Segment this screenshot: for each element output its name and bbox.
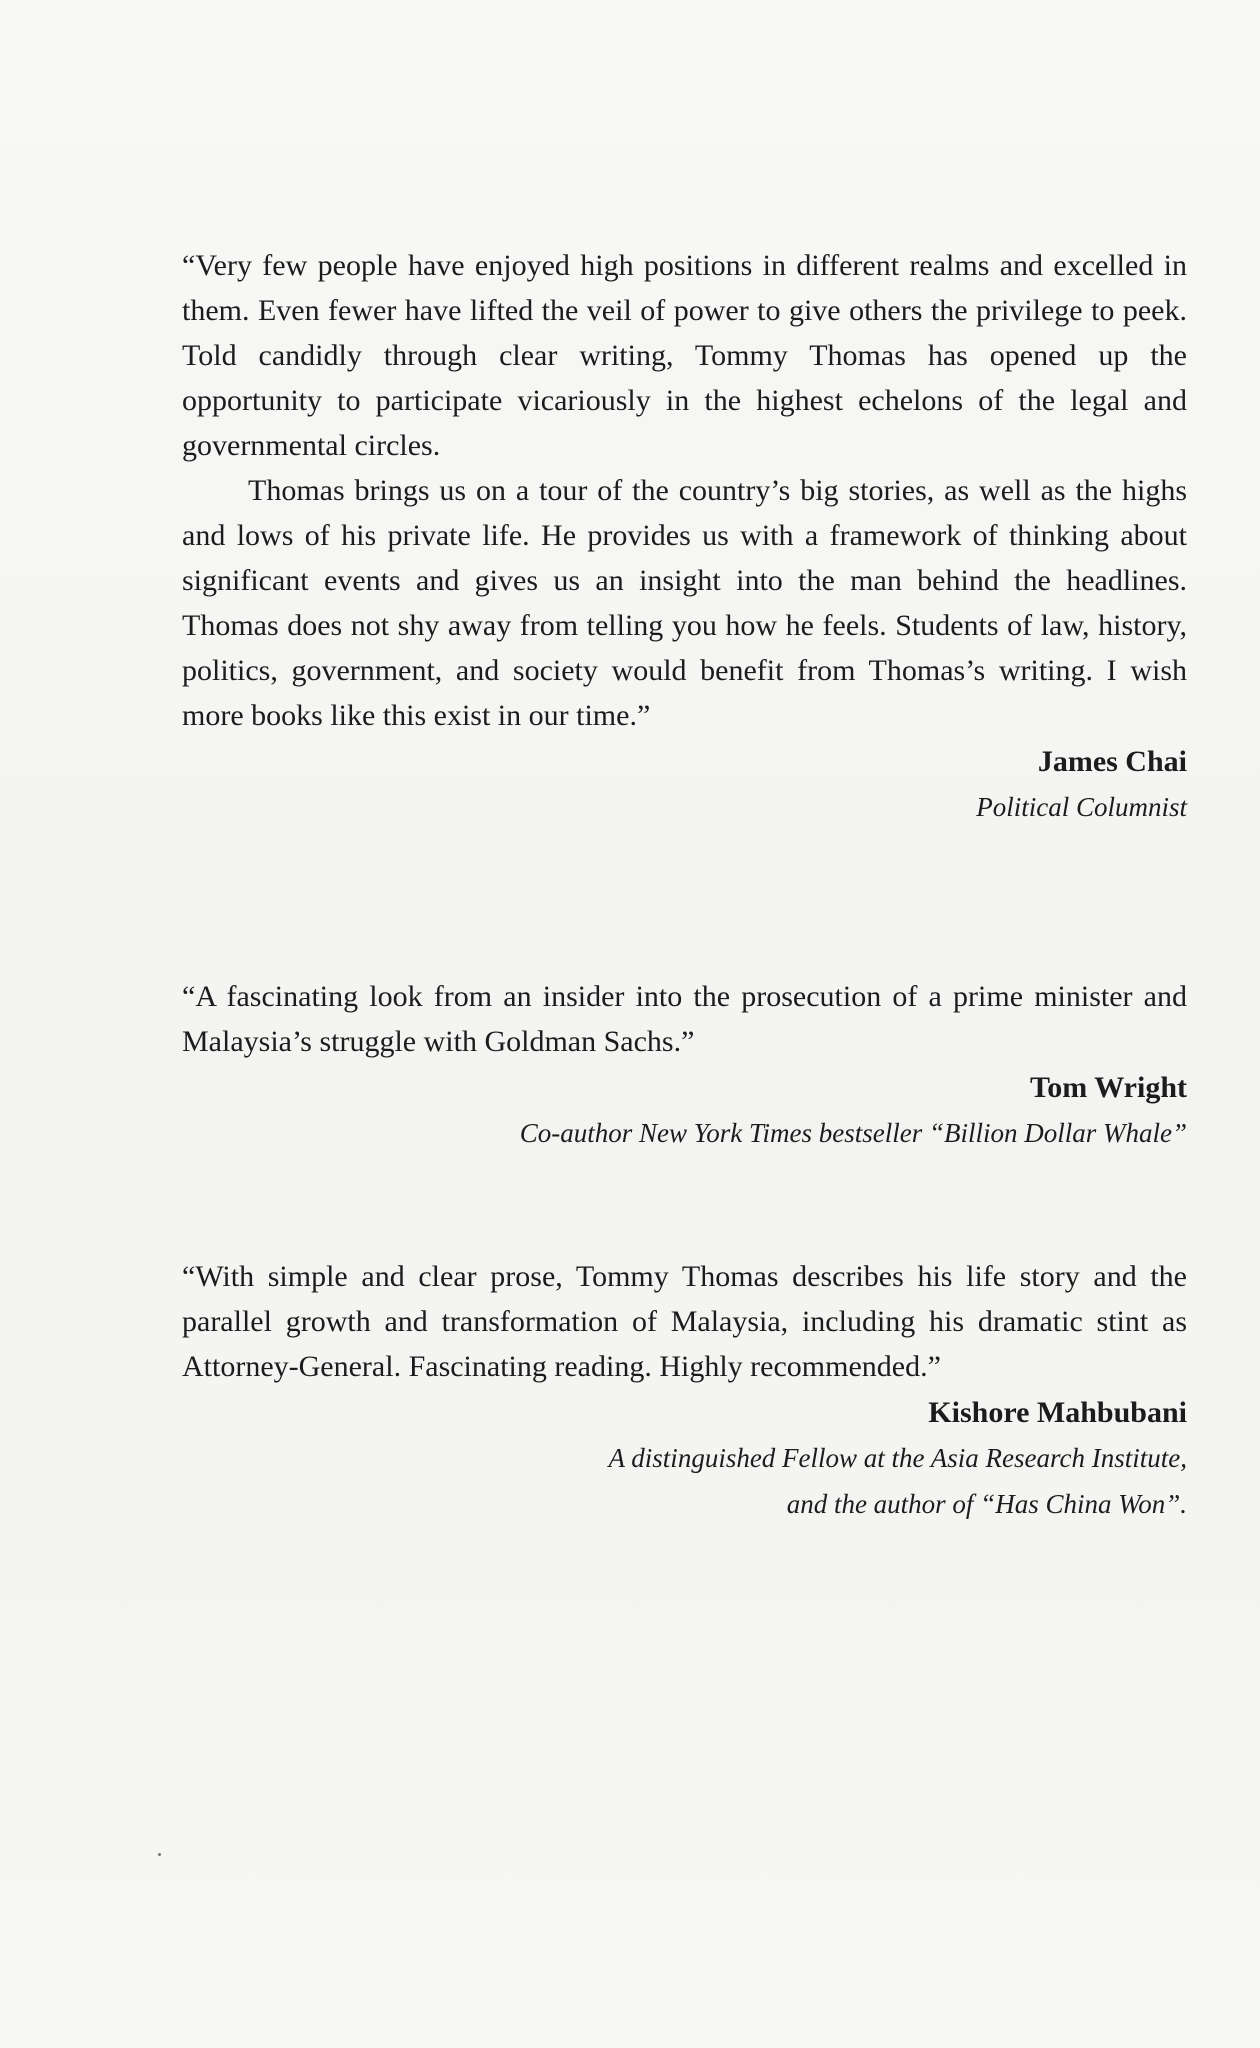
endorser-name: Tom Wright: [1030, 1071, 1187, 1104]
quote-paragraph: “A fascinating look from an insider into the prosecution of a prime minister and Malaysia’s struggle with Goldman Sachs.”: [182, 980, 1187, 1058]
quote-paragraph: “Very few people have enjoyed high positions in different realms and excelled in them. Even fewer have lifted the veil of power to give others the privilege to peek. Told candidly through clear writing, Tommy Thomas has opened up the opportunity to participate vicariously in the highest echelons of the legal and governmental circles.: [182, 249, 1187, 462]
quote-paragraph: “With simple and clear prose, Tommy Thomas describes his life story and the parallel growth and transformation of Malaysia, including his dramatic stint as Attorney-General. Fascinating reading. Highly recommended.”: [182, 1260, 1187, 1383]
paper-speck: [158, 1853, 161, 1856]
endorsement-tom-wright: [182, 974, 1187, 1156]
endorsement-quote: [182, 243, 1187, 738]
endorser-role: Political Columnist: [976, 792, 1187, 822]
endorsement-quote: [182, 1254, 1187, 1389]
endorser-name: Kishore Mahbubani: [928, 1396, 1187, 1429]
endorsement-kishore-mahbubani: [182, 1254, 1187, 1527]
quote-paragraph: Thomas brings us on a tour of the country’s big stories, as well as the highs and lows of his private life. He provides us with a framework of thinking about significant events and gives us an insight into the man behind the headlines. Thomas does not shy away from telling you how he feels. Students of law, history, politics, government, and society would benefit from Thomas’s writing. I wish more books like this exist in our time.”: [182, 474, 1187, 732]
endorser-role: and the author of “Has China Won”.: [786, 1489, 1187, 1519]
endorser-role: Co-author New York Times bestseller “Billion Dollar Whale”: [519, 1118, 1187, 1148]
endorsement-quote: [182, 974, 1187, 1064]
endorser-role: A distinguished Fellow at the Asia Research Institute,: [608, 1443, 1187, 1473]
endorser-name: James Chai: [1037, 745, 1187, 778]
endorsement-james-chai: [182, 243, 1187, 830]
